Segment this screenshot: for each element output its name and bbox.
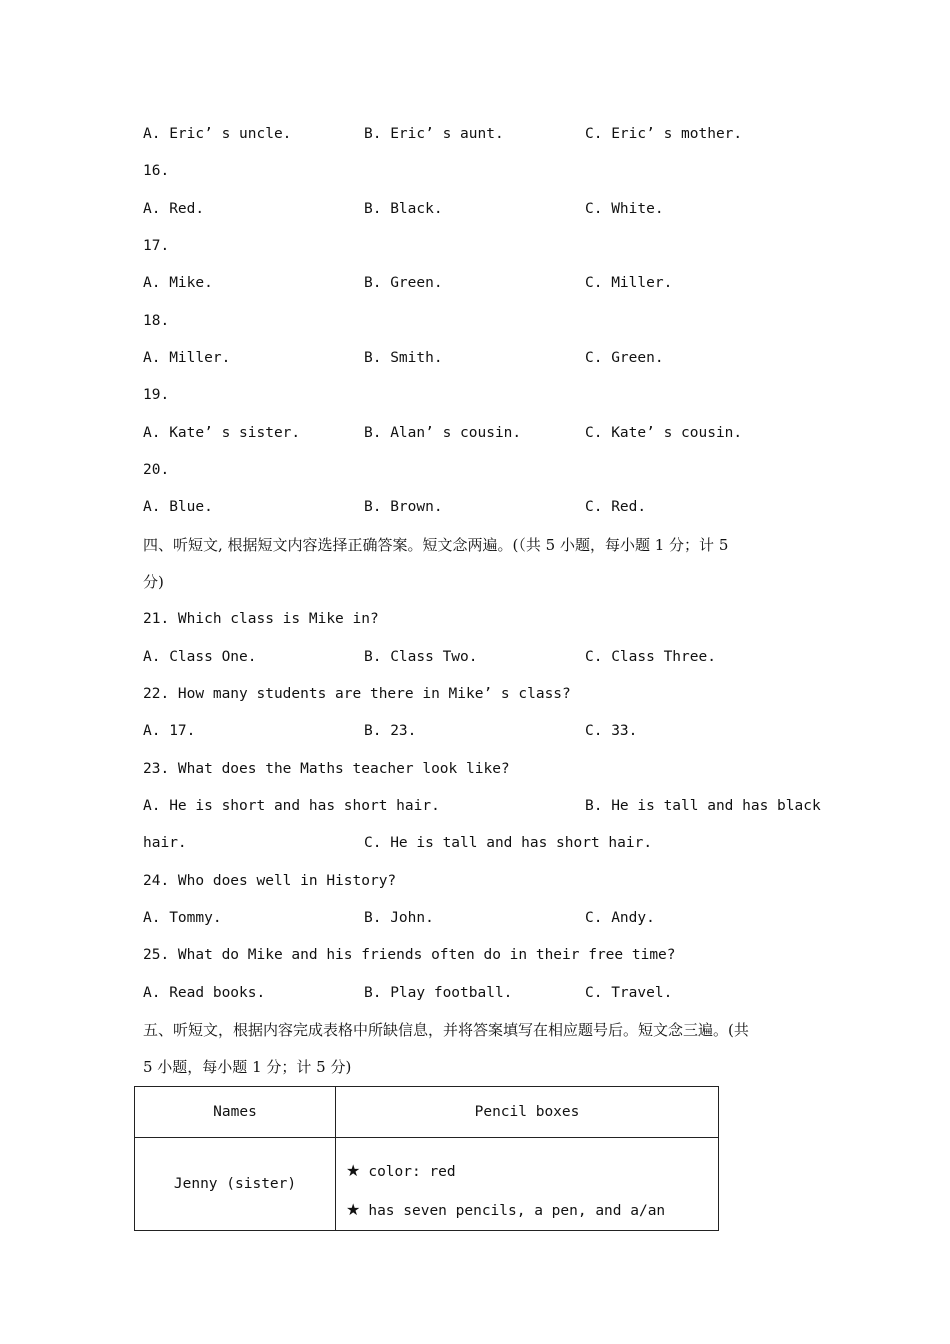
q19-option-a: A. Kate’ s sister. (143, 425, 301, 441)
table-header-names: Names (135, 1087, 336, 1138)
section5-heading-cont: 5 小题，每小题 1 分；计 5 分) (143, 1058, 352, 1076)
q21-option-b: B. Class Two. (364, 649, 478, 665)
q25-option-a: A. Read books. (143, 985, 266, 1001)
q20-option-b: B. Brown. (364, 499, 443, 515)
section5-heading: 五、听短文，根据内容完成表格中所缺信息，并将答案填写在相应题号后。短文念三遍。(共 (143, 1021, 749, 1039)
q20-number: 20. (143, 462, 170, 478)
q15-option-a: A. Eric’ s uncle. (143, 126, 292, 142)
q25-option-c: C. Travel. (585, 985, 673, 1001)
q19-option-b: B. Alan’ s cousin. (364, 425, 522, 441)
q20-option-a: A. Blue. (143, 499, 213, 515)
item-text: has seven pencils, a pen, and a/an (368, 1203, 666, 1219)
q21-option-c: C. Class Three. (585, 649, 716, 665)
q23-option-c: C. He is tall and has short hair. (364, 835, 653, 851)
q21-question: 21. Which class is Mike in? (143, 611, 379, 627)
q16-option-c: C. White. (585, 201, 664, 217)
q16-number: 16. (143, 163, 170, 179)
table-cell-name: Jenny (sister) (135, 1138, 336, 1231)
q24-option-c: C. Andy. (585, 910, 655, 926)
table-list-item (346, 1191, 718, 1230)
q15-option-c: C. Eric’ s mother. (585, 126, 743, 142)
section4-heading: 四、听短文, 根据短文内容选择正确答案。短文念两遍。(（共 5 小题，每小题 1 分；计 5 (143, 536, 729, 554)
table-list-item (346, 1152, 718, 1191)
star-icon: ★ (346, 1200, 361, 1219)
q23-option-b: B. He is tall and has black (585, 798, 821, 814)
star-icon: ★ (346, 1161, 361, 1180)
q22-option-c: C. 33. (585, 723, 638, 739)
q19-option-c: C. Kate’ s cousin. (585, 425, 743, 441)
q19-number: 19. (143, 387, 170, 403)
q25-option-b: B. Play football. (364, 985, 513, 1001)
q17-option-a: A. Mike. (143, 275, 213, 291)
q21-option-a: A. Class One. (143, 649, 257, 665)
q18-number: 18. (143, 313, 170, 329)
q24-option-a: A. Tommy. (143, 910, 222, 926)
table-header-pencil-boxes: Pencil boxes (336, 1087, 719, 1138)
item-text: color: red (368, 1164, 456, 1180)
answer-table (134, 1086, 719, 1231)
q24-option-b: B. John. (364, 910, 434, 926)
section4-heading-cont: 分) (143, 573, 164, 591)
q18-option-c: C. Green. (585, 350, 664, 366)
q23-question: 23. What does the Maths teacher look like? (143, 761, 510, 777)
q17-option-b: B. Green. (364, 275, 443, 291)
q20-option-c: C. Red. (585, 499, 647, 515)
q17-number: 17. (143, 238, 170, 254)
q18-option-b: B. Smith. (364, 350, 443, 366)
table-cell-pencil-box (336, 1138, 719, 1231)
q22-option-a: A. 17. (143, 723, 196, 739)
table-header-row (135, 1087, 719, 1138)
q25-question: 25. What do Mike and his friends often do in their free time? (143, 947, 676, 963)
q23-option-b-cont: hair. (143, 835, 187, 851)
q16-option-b: B. Black. (364, 201, 443, 217)
q23-option-a: A. He is short and has short hair. (143, 798, 440, 814)
table-row (135, 1138, 719, 1231)
q22-option-b: B. 23. (364, 723, 417, 739)
q24-question: 24. Who does well in History? (143, 873, 397, 889)
q22-question: 22. How many students are there in Mike’ s class? (143, 686, 571, 702)
q17-option-c: C. Miller. (585, 275, 673, 291)
q15-option-b: B. Eric’ s aunt. (364, 126, 504, 142)
q16-option-a: A. Red. (143, 201, 205, 217)
q18-option-a: A. Miller. (143, 350, 231, 366)
